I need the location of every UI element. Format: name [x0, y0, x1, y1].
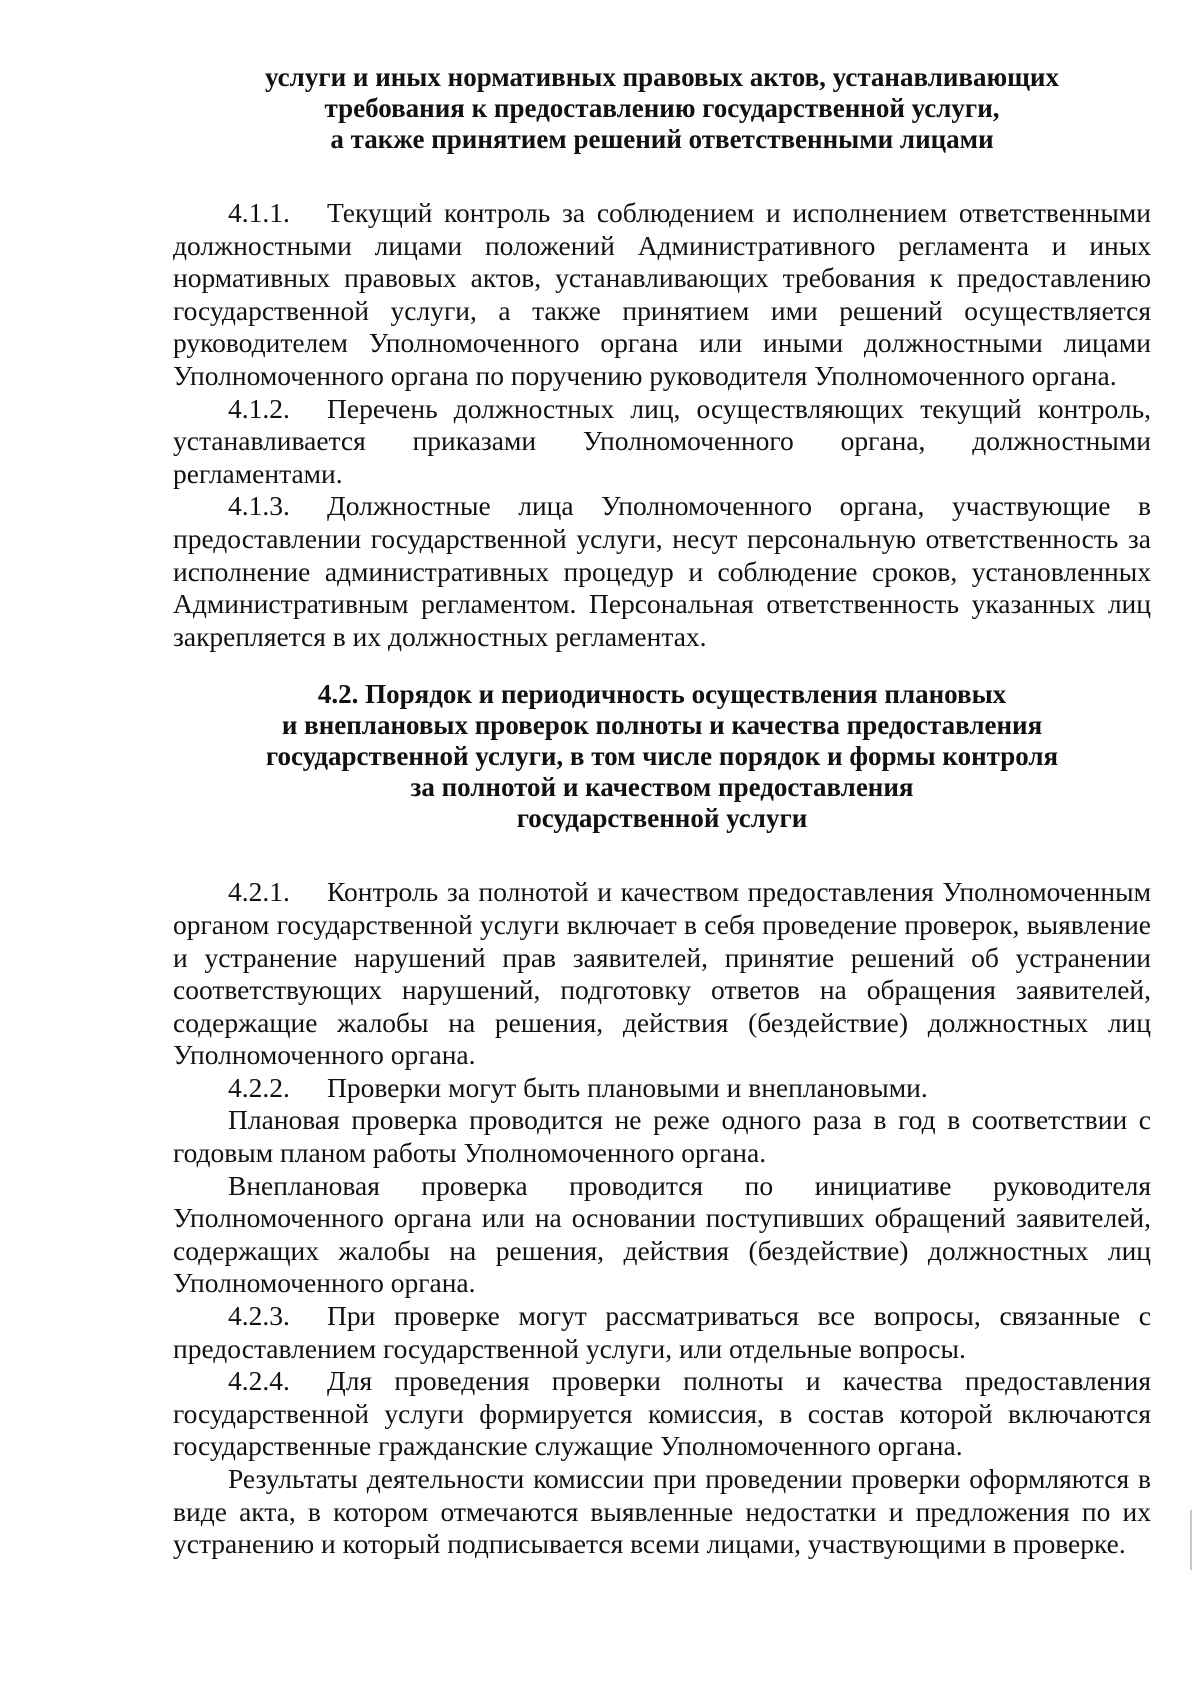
paragraph-4-2-2 [173, 1072, 1151, 1105]
paragraph-4-2-3 [173, 1300, 1151, 1365]
paragraph-text: Перечень должностных лиц, осуществляющих текущий контроль, устанавливается приказами Уполномоченного органа, должностными регламентами. [173, 392, 1151, 489]
heading-line: государственной услуги, в том числе порядок и формы контроля [265, 741, 1059, 772]
paragraph-number: 4.2.4. [228, 1365, 290, 1397]
paragraph-unplanned-check [173, 1170, 1151, 1300]
paragraph-text: Результаты деятельности комиссии при проведении проверки оформляются в виде акта, в котором отмечаются выявленные недостатки и предложения по их устранению и который подписывается всеми лицами, участвующими в проверке. [173, 1463, 1151, 1560]
paragraph-4-2-4 [173, 1365, 1151, 1463]
section-4-1-heading [173, 62, 1151, 155]
paragraph-planned-check [173, 1104, 1151, 1169]
paragraph-text: Плановая проверка проводится не реже одного раза в год в соответствии с годовым планом работы Уполномоченного органа. [173, 1104, 1151, 1169]
paragraph-4-2-1 [173, 876, 1151, 1072]
heading-line: требования к предоставлению государственной услуги, [324, 93, 1000, 123]
heading-line: и внеплановых проверок полноты и качества предоставления [281, 710, 1043, 741]
section-4-2-heading [173, 679, 1151, 834]
heading-line: государственной услуги [516, 803, 808, 834]
paragraph-number: 4.1.3. [228, 490, 290, 522]
heading-line: за полнотой и качеством предоставления [410, 772, 914, 803]
paragraph-text: Для проведения проверки полноты и качества предоставления государственной услуги формируется комиссия, в состав которой включаются государственные гражданские служащие Уполномоченного органа. [173, 1365, 1151, 1462]
paragraph-4-1-3 [173, 490, 1151, 653]
paragraph-commission-results [173, 1463, 1151, 1561]
paragraph-text: Должностные лица Уполномоченного органа, участвующие в предоставлении государственной услуги, несут персональную ответственность за исполнение административных процедур и соблюдение сроков, установленных Административным регламентом. Персональная ответственность указанных лиц закрепляется в их должностных регламентах. [173, 490, 1151, 652]
document-page [173, 62, 1151, 1561]
paragraph-number: 4.1.1. [228, 197, 290, 228]
paragraph-4-1-2 [173, 393, 1151, 491]
heading-line: 4.2. Порядок и периодичность осуществления плановых [317, 679, 1007, 710]
paragraph-number: 4.2.3. [228, 1300, 290, 1332]
paragraph-text: Текущий контроль за соблюдением и исполнением ответственными должностными лицами положений Административного регламента и иных нормативных правовых актов, устанавливающих требования к предоставлению государственной услуги, а также принятием ими решений осуществляется руководителем Уполномоченного органа или иными должностными лицами Уполномоченного органа по поручению руководителя Уполномоченного органа. [173, 197, 1151, 391]
scan-edge-mark [1190, 1510, 1192, 1570]
heading-line: а также принятием решений ответственными лицами [330, 124, 994, 154]
paragraph-4-1-1 [173, 197, 1151, 393]
paragraph-text: При проверке могут рассматриваться все вопросы, связанные с предоставлением государственной услуги, или отдельные вопросы. [173, 1300, 1151, 1364]
paragraph-text: Внеплановая проверка проводится по инициативе руководителя Уполномоченного органа или на основании поступивших обращений заявителей, содержащих жалобы на решения, действия (бездействие) должностных лиц Уполномоченного органа. [173, 1169, 1151, 1299]
paragraph-number: 4.2.2. [228, 1071, 290, 1103]
paragraph-number: 4.2.1. [228, 876, 290, 908]
paragraph-number: 4.1.2. [228, 392, 290, 424]
paragraph-text: Контроль за полнотой и качеством предоставления Уполномоченным органом государственной услуги включает в себя проведение проверок, выявление и устранение нарушений прав заявителей, принятие решений об устранении соответствующих нарушений, подготовку ответов на обращения заявителей, содержащие жалобы на решения, действия (бездействие) должностных лиц Уполномоченного органа. [173, 876, 1151, 1071]
heading-line: услуги и иных нормативных правовых актов, устанавливающих [265, 62, 1059, 92]
paragraph-text: Проверки могут быть плановыми и внеплановыми. [327, 1071, 928, 1103]
